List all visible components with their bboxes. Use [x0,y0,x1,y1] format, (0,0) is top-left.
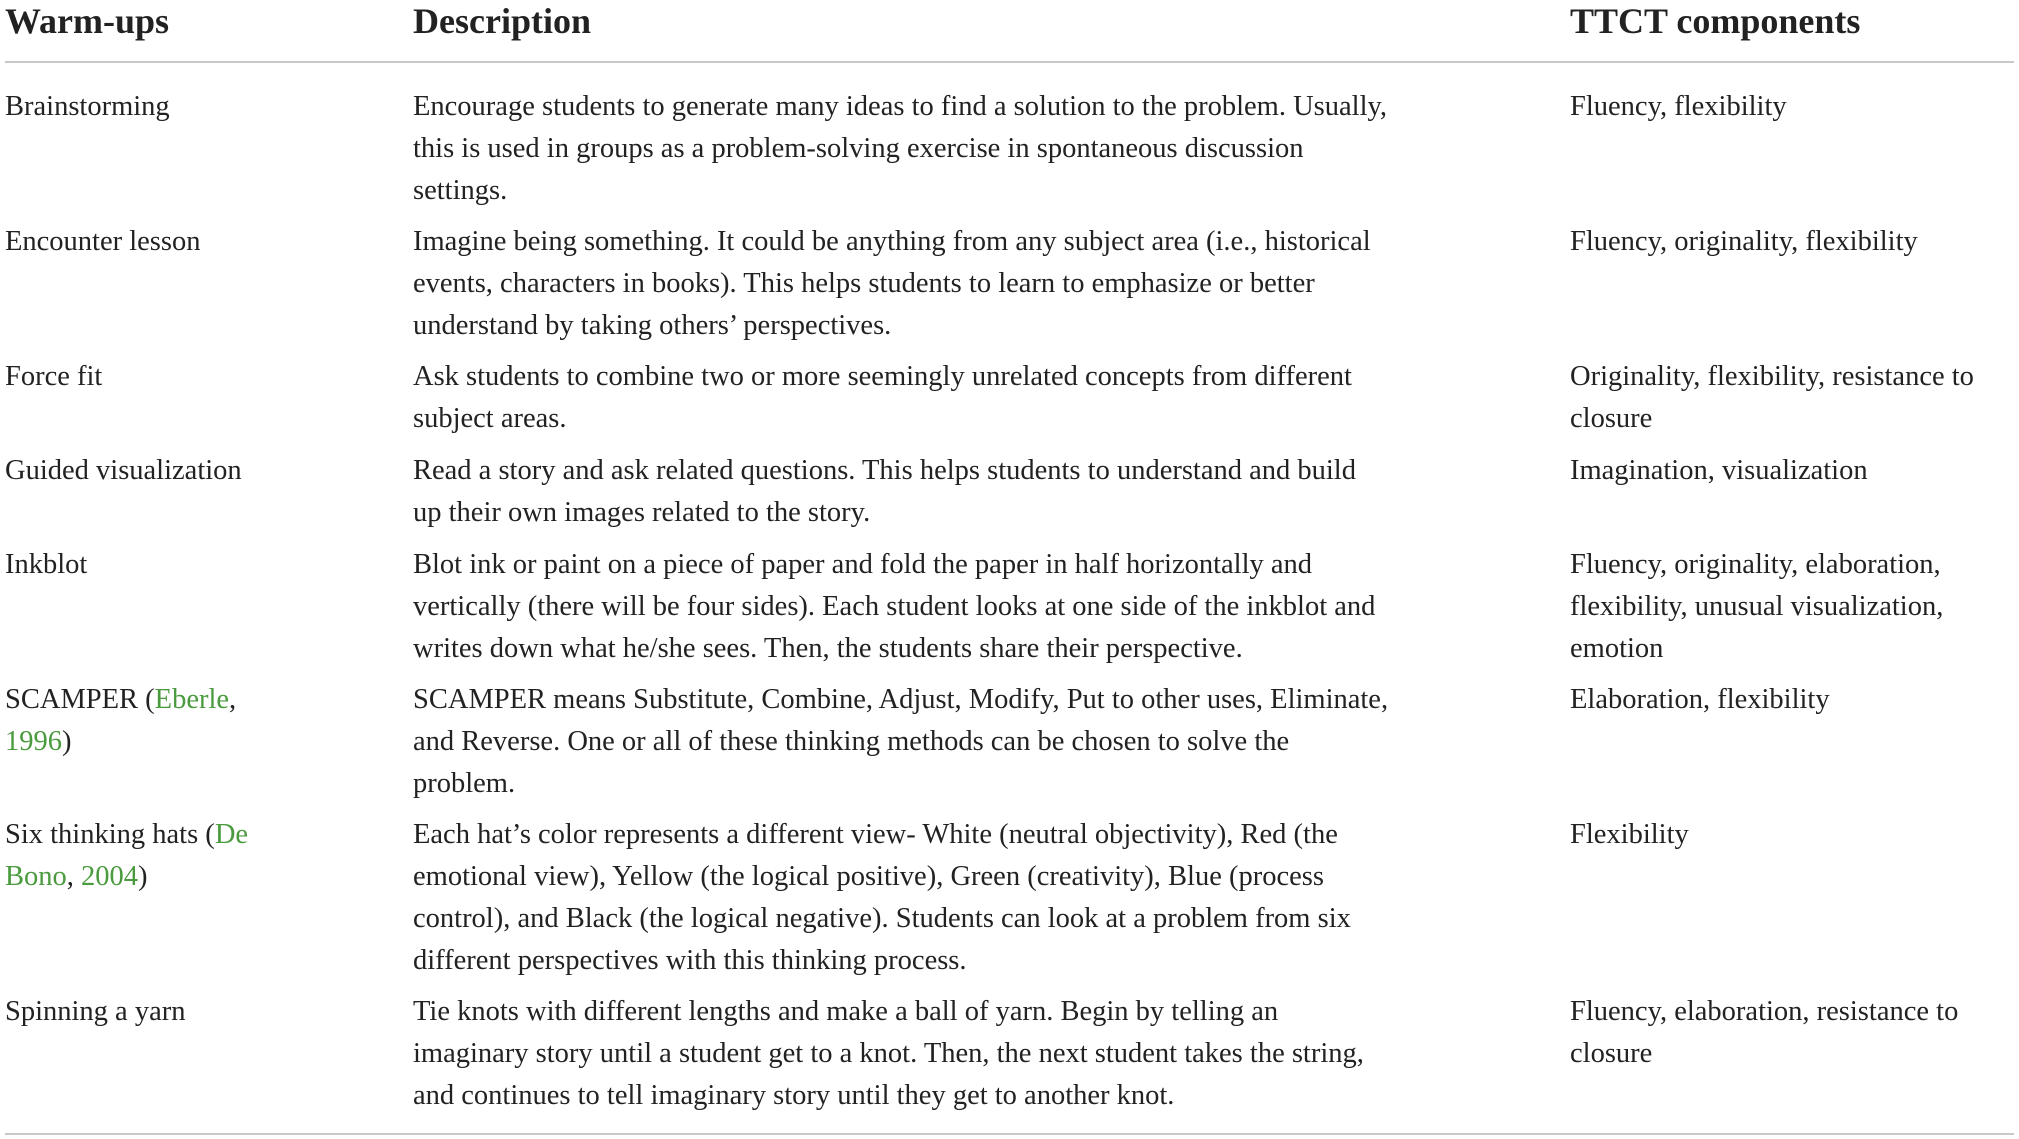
description-line: Tie knots with different lengths and make a ball of yarn. Begin by telling an [413,996,1279,1027]
header-rule [5,61,2014,63]
description-cell [413,679,1433,805]
description-line: and continues to tell imaginary story until they get to another knot. [413,1080,1175,1111]
footer-rule [5,1133,2014,1135]
description-line: Read a story and ask related questions. This helps students to understand and build [413,455,1356,486]
ttct-cell [1570,991,2015,1075]
warmup-line: Bono, 2004) [5,861,148,892]
description-cell [413,86,1433,212]
description-cell [413,544,1433,670]
ttct-line: flexibility, unusual visualization, [1570,591,1944,622]
description-line: Blot ink or paint on a piece of paper and fold the paper in half horizontally and [413,549,1313,580]
reference-link[interactable]: Bono [5,861,67,892]
ttct-cell [1570,679,2015,721]
ttct-cell [1570,544,2015,670]
description-line: Ask students to combine two or more seemingly unrelated concepts from different [413,361,1352,392]
description-line: writes down what he/she sees. Then, the students share their perspective. [413,633,1243,664]
warmup-cell [5,679,400,763]
ttct-line: Fluency, elaboration, resistance to [1570,996,1959,1027]
warmup-cell: Force fit [5,361,103,392]
description-line: vertically (there will be four sides). Each student looks at one side of the inkblot and [413,591,1376,622]
warmup-cell: Brainstorming [5,91,170,122]
description-cell [413,356,1433,440]
ttct-cell [1570,356,2015,440]
description-line: different perspectives with this thinking process. [413,945,967,976]
ttct-line: Fluency, originality, elaboration, [1570,549,1941,580]
warmup-cell: Guided visualization [5,455,242,486]
ttct-line: Flexibility [1570,819,1689,850]
warmup-cell: Spinning a yarn [5,996,186,1027]
ttct-cell [1570,86,2015,128]
header-description: Description [413,1,591,41]
description-line: this is used in groups as a problem-solving exercise in spontaneous discussion [413,133,1304,164]
ttct-line: Originality, flexibility, resistance to [1570,361,1974,392]
reference-link[interactable]: 2004 [81,861,139,892]
description-line: emotional view), Yellow (the logical positive), Green (creativity), Blue (process [413,861,1324,892]
ttct-line: closure [1570,1038,1653,1069]
description-line: and Reverse. One or all of these thinking methods can be chosen to solve the [413,726,1290,757]
ttct-cell [1570,450,2015,492]
warmup-cell [5,814,400,898]
description-line: Imagine being something. It could be anything from any subject area (i.e., historical [413,226,1371,257]
description-line: subject areas. [413,403,567,434]
description-line: Encourage students to generate many ideas to find a solution to the problem. Usually, [413,91,1388,122]
ttct-cell [1570,221,2015,263]
description-cell [413,991,1433,1117]
warmup-cell: Encounter lesson [5,226,201,257]
ttct-line: emotion [1570,633,1664,664]
description-line: imaginary story until a student get to a knot. Then, the next student takes the string, [413,1038,1364,1069]
description-line: Each hat’s color represents a different view- White (neutral objectivity), Red (the [413,819,1338,850]
reference-link[interactable]: 1996 [5,726,62,757]
warmup-line: SCAMPER (Eberle, [5,684,237,715]
ttct-line: Fluency, originality, flexibility [1570,226,1918,257]
warmup-cell: Inkblot [5,549,88,580]
description-line: events, characters in books). This helps students to learn to emphasize or better [413,268,1315,299]
description-cell [413,814,1433,982]
description-line: control), and Black (the logical negative). Students can look at a problem from six [413,903,1351,934]
description-line: problem. [413,768,516,799]
warmup-line: Six thinking hats (De [5,819,249,850]
description-line: understand by taking others’ perspectives. [413,310,892,341]
reference-link[interactable]: De [214,819,249,850]
reference-link[interactable]: Eberle [154,684,230,715]
ttct-line: Imagination, visualization [1570,455,1868,486]
description-line: SCAMPER means Substitute, Combine, Adjust, Modify, Put to other uses, Eliminate, [413,684,1389,715]
header-warmups: Warm-ups [5,1,170,41]
description-line: up their own images related to the story. [413,497,871,528]
description-cell [413,221,1433,347]
ttct-cell [1570,814,2015,856]
ttct-line: closure [1570,403,1653,434]
ttct-line: Fluency, flexibility [1570,91,1787,122]
description-cell [413,450,1433,534]
ttct-line: Elaboration, flexibility [1570,684,1830,715]
header-ttct-components: TTCT components [1570,1,1861,41]
warmup-line: 1996) [5,726,72,757]
description-line: settings. [413,175,508,206]
